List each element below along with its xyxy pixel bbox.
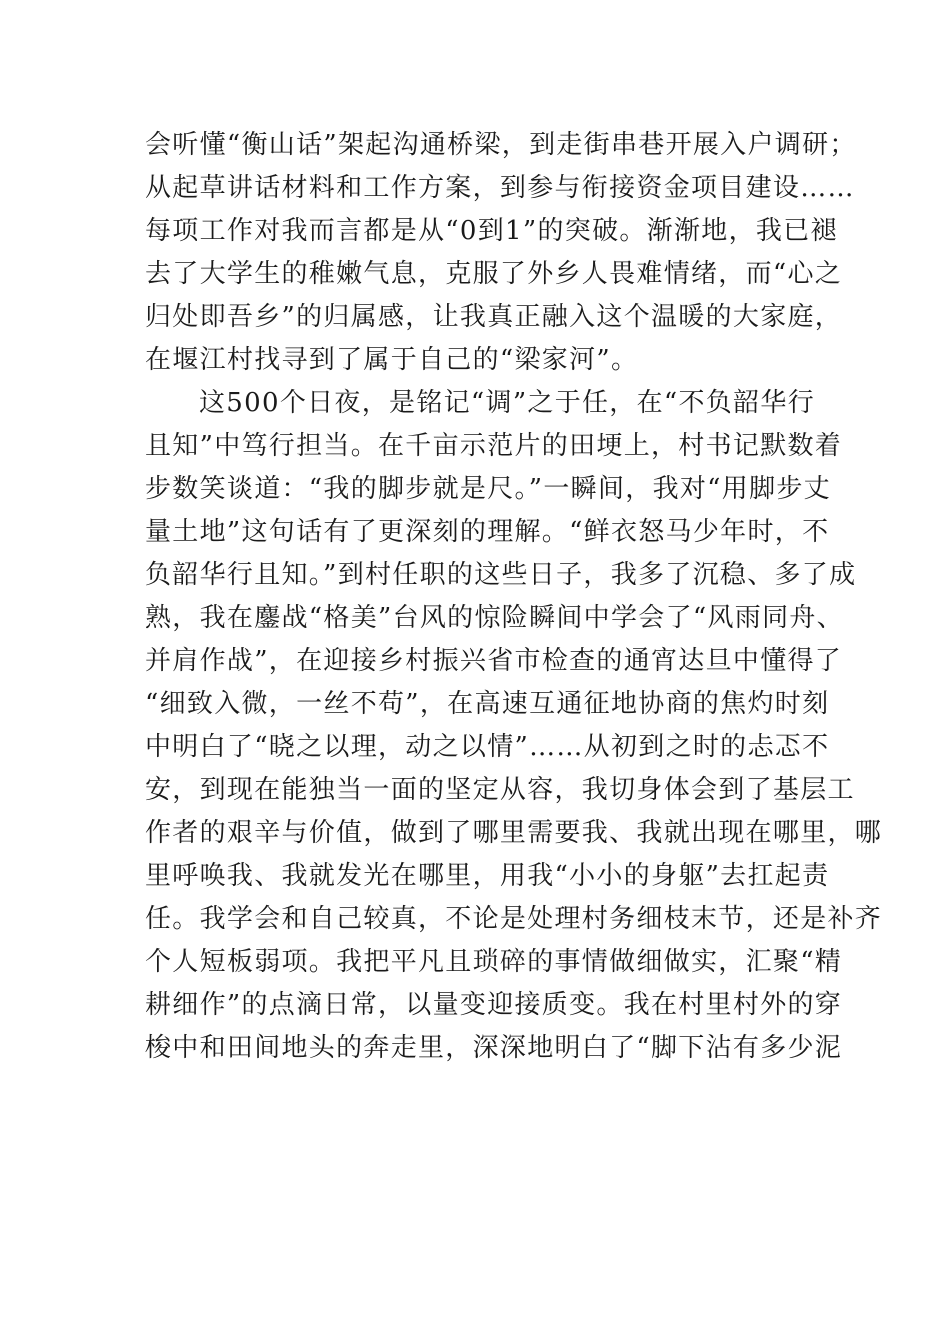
text-line: 且知”中笃行担当。在千亩示范片的田埂上，村书记默数着 — [145, 431, 843, 461]
text-line: 步数笑谈道：“我的脚步就是尺。”一瞬间，我对“用脚步丈 — [145, 474, 831, 504]
text-line: 会听懂“衡山话”架起沟通桥梁，到走街串巷开展入户调研； — [145, 130, 857, 160]
text-line: 这500个日夜，是铭记“调”之于任，在“不负韶华行 — [199, 388, 816, 418]
text-line: “细致入微，一丝不苟”，在高速互通征地协商的焦灼时刻 — [145, 689, 830, 719]
text-line: 耕细作”的点滴日常，以量变迎接质变。我在村里村外的穿 — [145, 990, 843, 1020]
text-line: 负韶华行且知。”到村任职的这些日子，我多了沉稳、多了成 — [145, 560, 857, 590]
text-line: 从起草讲话材料和工作方案，到参与衔接资金项目建设…… — [145, 173, 855, 203]
text-line: 个人短板弱项。我把平凡且琐碎的事情做细做实，汇聚“精 — [145, 947, 843, 977]
text-line: 作者的艰辛与价值，做到了哪里需要我、我就出现在哪里，哪 — [145, 818, 883, 848]
text-line: 归处即吾乡”的归属感，让我真正融入这个温暖的大家庭， — [145, 302, 843, 332]
document-body — [145, 124, 883, 1070]
text-line: 中明白了“晓之以理，动之以情”……从初到之时的忐忑不 — [145, 732, 830, 762]
text-line: 并肩作战”，在迎接乡村振兴省市检查的通宵达旦中懂得了 — [145, 646, 843, 676]
paragraph-2 — [145, 382, 883, 1070]
text-line: 量土地”这句话有了更深刻的理解。“鲜衣怒马少年时，不 — [145, 517, 830, 547]
text-line: 在堰江村找寻到了属于自己的“梁家河”。 — [145, 345, 639, 375]
paragraph-1 — [145, 124, 857, 382]
text-line: 安，到现在能独当一面的坚定从容，我切身体会到了基层工 — [145, 775, 855, 805]
text-line: 里呼唤我、我就发光在哪里，用我“小小的身躯”去扛起责 — [145, 861, 830, 891]
text-line: 梭中和田间地头的奔走里，深深地明白了“脚下沾有多少泥 — [145, 1033, 843, 1063]
text-line: 熟，我在鏖战“格美”台风的惊险瞬间中学会了“风雨同舟、 — [145, 603, 844, 633]
text-line: 去了大学生的稚嫩气息，克服了外乡人畏难情绪，而“心之 — [145, 259, 843, 289]
text-line: 每项工作对我而言都是从“0到1”的突破。渐渐地，我已褪 — [145, 216, 838, 246]
text-line: 任。我学会和自己较真，不论是处理村务细枝末节，还是补齐 — [145, 904, 883, 934]
